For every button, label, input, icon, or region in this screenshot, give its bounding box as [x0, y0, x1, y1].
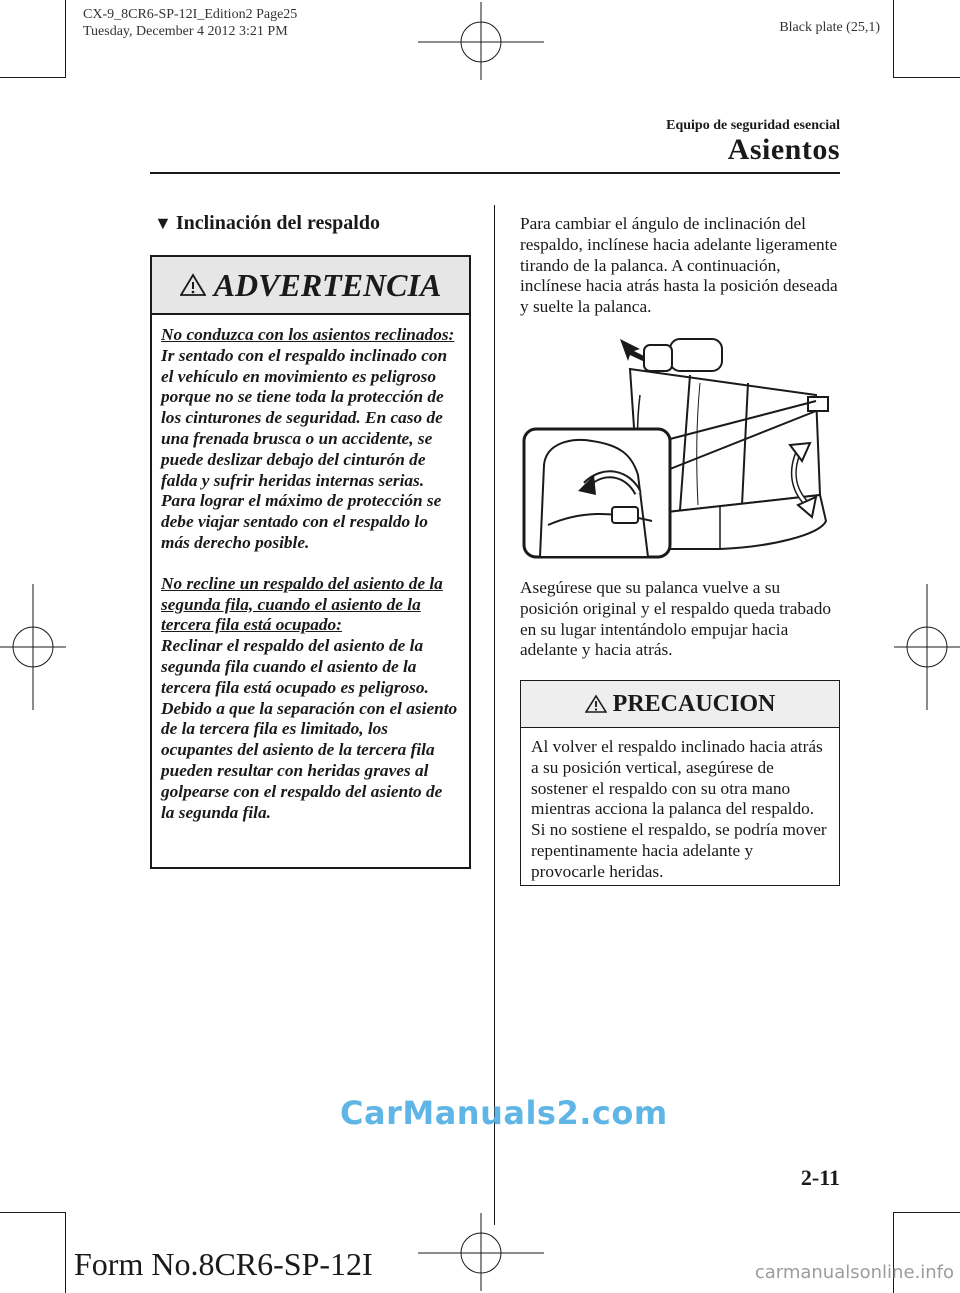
seat-recline-illustration [520, 335, 840, 560]
column-divider [494, 205, 495, 1225]
subsection-title: Inclinación del respaldo [175, 212, 380, 234]
print-meta-file: CX-9_8CR6-SP-12I_Edition2 Page25 [83, 7, 298, 22]
crop-mark [65, 1212, 66, 1293]
crop-mark [0, 1212, 66, 1213]
warning-title: ADVERTENCIA [213, 266, 442, 303]
warning-heading-1: No conduzca con los asientos reclinados: [161, 325, 455, 344]
warning-text-1: Ir sentado con el respaldo inclinado con el vehículo en movimiento es peligroso porque no se tiene toda la protección de los cinturones de seguridad. En caso de una frenada brusca o un accidente, se puede deslizar debajo del cinturón de falda y sufrir heridas internas serias. Para lograr el máximo de protección se debe viajar sentado con el respaldo lo más derecho posible. [161, 345, 448, 552]
warning-title-bar [152, 257, 469, 315]
chapter-title: Asientos [727, 133, 840, 166]
instruction-paragraph: Para cambiar el ángulo de inclinación del respaldo, inclínese hacia adelante ligeramente tirando de la palanca. A continuación, inclínese hacia atrás hasta la posición deseada y suelte la palanca. [520, 214, 838, 317]
registration-mark-icon [894, 584, 960, 710]
registration-mark-icon [418, 2, 544, 80]
crop-mark [893, 77, 960, 78]
watermark-site: carmanualsonline.info [754, 1262, 954, 1283]
watermark-logo: CarManuals2.com [340, 1094, 668, 1132]
warning-heading-2: No recline un respaldo del asiento de la segunda fila, cuando el asiento de la tercera fila está ocupado: [161, 573, 443, 635]
form-number: Form No.8CR6-SP-12I [74, 1246, 373, 1282]
caution-box [520, 680, 840, 886]
crop-mark [893, 1212, 960, 1213]
caution-triangle-icon [585, 694, 607, 714]
registration-mark-icon [418, 1213, 544, 1291]
subsection-heading [154, 212, 380, 235]
registration-mark-icon [0, 584, 66, 710]
warning-body [152, 315, 469, 833]
triangle-marker-icon: ▼ [154, 213, 172, 233]
section-header: Equipo de seguridad esencial [666, 118, 840, 133]
caution-title-bar [521, 681, 839, 728]
warning-text-2: Reclinar el respaldo del asiento de la segunda fila cuando el asiento de la tercera fila está ocupado es peligroso. Debido a que la separación con el asiento de la tercera fila es limitado, los ocupantes del asiento de la tercera fila pueden resultar con heridas graves al golpearse con el respaldo del asiento de la segunda fila. [161, 636, 458, 822]
print-meta-date: Tuesday, December 4 2012 3:21 PM [83, 24, 288, 39]
plate-label: Black plate (25,1) [779, 20, 880, 35]
lock-check-paragraph: Asegúrese que su palanca vuelve a su posición original y el respaldo queda trabado en su lugar intentándolo empujar hacia adelante y hacia atrás. [520, 578, 831, 660]
page-number: 2-11 [800, 1165, 840, 1190]
print-meta [83, 6, 297, 40]
warning-triangle-icon [180, 273, 206, 297]
crop-mark [0, 77, 66, 78]
header-rule [150, 172, 840, 174]
caution-title: PRECAUCION [612, 690, 776, 717]
warning-box [150, 255, 471, 869]
caution-text: Al volver el respaldo inclinado hacia atrás a su posición vertical, asegúrese de sostener el respaldo con su otra mano mientras acciona la palanca del respaldo. Si no sostiene el respaldo, se podría mover repentinamente hacia adelante y provocarle heridas. [531, 737, 827, 881]
crop-mark [893, 0, 894, 78]
crop-mark [65, 0, 66, 78]
